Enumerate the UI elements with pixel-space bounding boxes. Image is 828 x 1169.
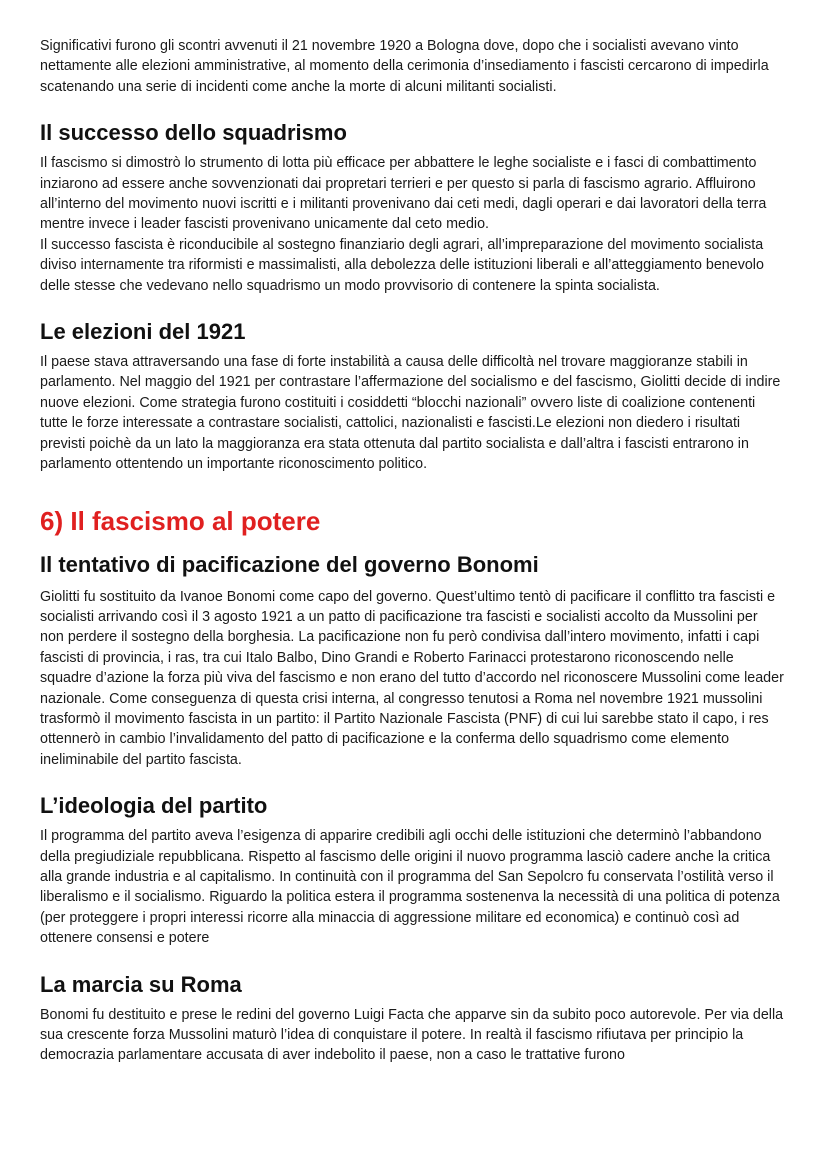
- heading-elezioni-1921: Le elezioni del 1921: [40, 319, 246, 345]
- heading-ideologia: L’ideologia del partito: [40, 793, 268, 819]
- section-heading-fascismo-al-potere: 6) Il fascismo al potere: [40, 505, 321, 536]
- ideologia-paragraph: Il programma del partito aveva l’esigenza di apparire credibili agli occhi delle istituzioni che determinò l’abbandono della pregiudiziale repubblicana. Rispetto al fascismo delle origini il nuovo programma lasciò cadere anche la critica alla grande industria e al capitalismo. In continuità con il programma del San Sepolcro fu conservata l’ostilità verso il liberalismo e il socialismo. Riguardo la politica estera il programma sostenenva la necessità di una politica di potenza (per proteggere i propri interessi ricorre alla minaccia di aggressione militare ed economica) e continuò così ad ottenere consensi e potere: [40, 828, 780, 947]
- squadrismo-paragraph-1: Il fascismo si dimostrò lo strumento di lotta più efficace per abbattere le leghe socialiste e i fasci di combattimento inziarono ad essere anche sovvenzionati dai propretari terrieri e per questo si parla di fascismo agrario. Affluirono all’interno del movimento nuovi iscritti e i militanti provenivano dai ceti medi, dagli operari e dai lavoratori della terra mentre invece i leader fascisti provenivano unicamente dal ceto medio.: [40, 155, 767, 233]
- heading-squadrismo: Il successo dello squadrismo: [40, 120, 347, 146]
- squadrismo-paragraph-2: Il successo fascista è riconducibile al sostegno finanziario degli agrari, all’impreparazione del movimento socialista diviso internamente tra riformisti e massimalisti, alla debolezza delle istituzioni liberali e all’atteggiamento benevolo delle stesse che vedevano nello squadrismo un modo provvisorio di contenere la spinta socialista.: [40, 236, 764, 294]
- elezioni-paragraph: Il paese stava attraversando una fase di forte instabilità a causa delle difficoltà nel trovare maggioranze stabili in parlamento. Nel maggio del 1921 per contrastare l’affermazione del socialismo e del fascismo, Giolitti decide di indire nuove elezioni. Come strategia furono costituiti i cosiddetti “blocchi nazionali” ovvero liste di coalizione contenenti tutte le forze interessate a contrastare socialisti, cattolici, nazionalisti e fascisti.Le elezioni non diedero i risultati previsti poichè da un lato la maggioranza era stata ottenuta dal partito socialista e dall’altra i fascisti entrarono in parlamento ottentendo un importante riconoscimento politico.: [40, 354, 781, 473]
- bonomi-paragraph: Giolitti fu sostituito da Ivanoe Bonomi come capo del governo. Quest’ultimo tentò di pacificare il conflitto tra fascisti e socialisti arrivando così il 3 agosto 1921 a un patto di pacificazione tra fascisti e socialisti accolto da Mussolini per non perdere il sostegno della borghesia. La pacificazione non fu però condivisa dall’intero movimento, infatti i capi fascisti di provincia, i ras, tra cui Italo Balbo, Dino Grandi e Roberto Farinacci protestarono riconoscendo nelle squadre d’azione la forza più viva del fascismo e non erano del tutto d’accordo nel riconoscere Mussolini come leader nazionale. Come conseguenza di questa crisi interna, al congresso tenutosi a Roma nel novembre 1921 mussolini trasformò il movimento fascista in un partito: il Partito Nazionale Fascista (PNF) di cui lui sarebbe stato il capo, i res ottennerò in cambio l’invalidamento del patto di pacificazione e la conferma dello squadrismo come elemento ineliminabile del partito fascista.: [40, 588, 784, 768]
- marcia-paragraph: Bonomi fu destituito e prese le redini del governo Luigi Facta che apparve sin da subito poco autorevole. Per via della sua crescente forza Mussolini maturò l’idea di conquistare il potere. In realtà il fascismo rifiutava per principio la democrazia parlamentare accusata di aver indebolito il paese, non a caso le trattative furono: [40, 1006, 784, 1064]
- intro-paragraph: Significativi furono gli scontri avvenuti il 21 novembre 1920 a Bologna dove, dopo che i socialisti avevano vinto nettamente alle elezioni amministrative, al momento della cerimonia d’insediamento i fascisti cercarono di impedirla scatenando una serie di incidenti come anche la morte di alcuni militanti socialisti.: [40, 38, 769, 95]
- heading-marcia-su-roma: La marcia su Roma: [40, 971, 242, 997]
- heading-governo-bonomi: Il tentativo di pacificazione del governo Bonomi: [40, 551, 539, 577]
